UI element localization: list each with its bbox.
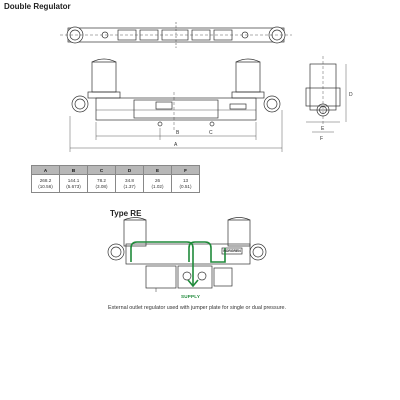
table-cell bbox=[144, 175, 172, 193]
table-header-cell: B bbox=[60, 166, 88, 175]
section-title: Type RE bbox=[110, 209, 142, 218]
caption-text: External outlet regulator used with jumper plate for single or dual pressure. bbox=[108, 305, 286, 311]
value-mm: 144.1 bbox=[67, 177, 80, 183]
dimension-label-b: B bbox=[176, 130, 180, 136]
value-inches: (1.02) bbox=[151, 183, 164, 189]
table-cell bbox=[60, 175, 88, 193]
table-cell bbox=[88, 175, 116, 193]
table-cell bbox=[32, 175, 60, 193]
table-header-cell: E bbox=[144, 166, 172, 175]
value-mm: 26 bbox=[154, 177, 161, 183]
value-inches: (1.37) bbox=[123, 183, 136, 189]
value-inches: (3.08) bbox=[95, 183, 108, 189]
table-header-cell: A bbox=[32, 166, 60, 175]
dimension-label-f: F bbox=[320, 136, 324, 142]
value-mm: 34.8 bbox=[125, 177, 134, 183]
dimension-label-d: D bbox=[349, 92, 353, 98]
value-inches: (0.51) bbox=[179, 183, 192, 189]
side-view-drawing bbox=[306, 56, 346, 132]
table-cell bbox=[116, 175, 144, 193]
table-header-row bbox=[32, 166, 200, 175]
dimension-label-e: E bbox=[321, 126, 325, 132]
table-row bbox=[32, 175, 200, 193]
dimensions-table bbox=[31, 165, 200, 193]
value-inches: (5.673) bbox=[66, 183, 81, 189]
document-title: Double Regulator bbox=[4, 2, 71, 11]
table-header-cell: D bbox=[116, 166, 144, 175]
table-cell bbox=[172, 175, 200, 193]
value-mm: 78.2 bbox=[97, 177, 106, 183]
plate-label: NORGREN bbox=[223, 249, 241, 253]
supply-label: SUPPLY bbox=[181, 294, 201, 299]
value-mm: 13 bbox=[182, 177, 189, 183]
dimension-label-a: A bbox=[174, 142, 178, 148]
top-view-drawing bbox=[60, 22, 292, 48]
table-header-cell: F bbox=[172, 166, 200, 175]
value-inches: (10.56) bbox=[38, 183, 53, 189]
dimension-label-c: C bbox=[209, 130, 213, 136]
front-view-drawing bbox=[70, 59, 282, 152]
value-mm: 268.2 bbox=[39, 177, 52, 183]
table-header-cell: C bbox=[88, 166, 116, 175]
